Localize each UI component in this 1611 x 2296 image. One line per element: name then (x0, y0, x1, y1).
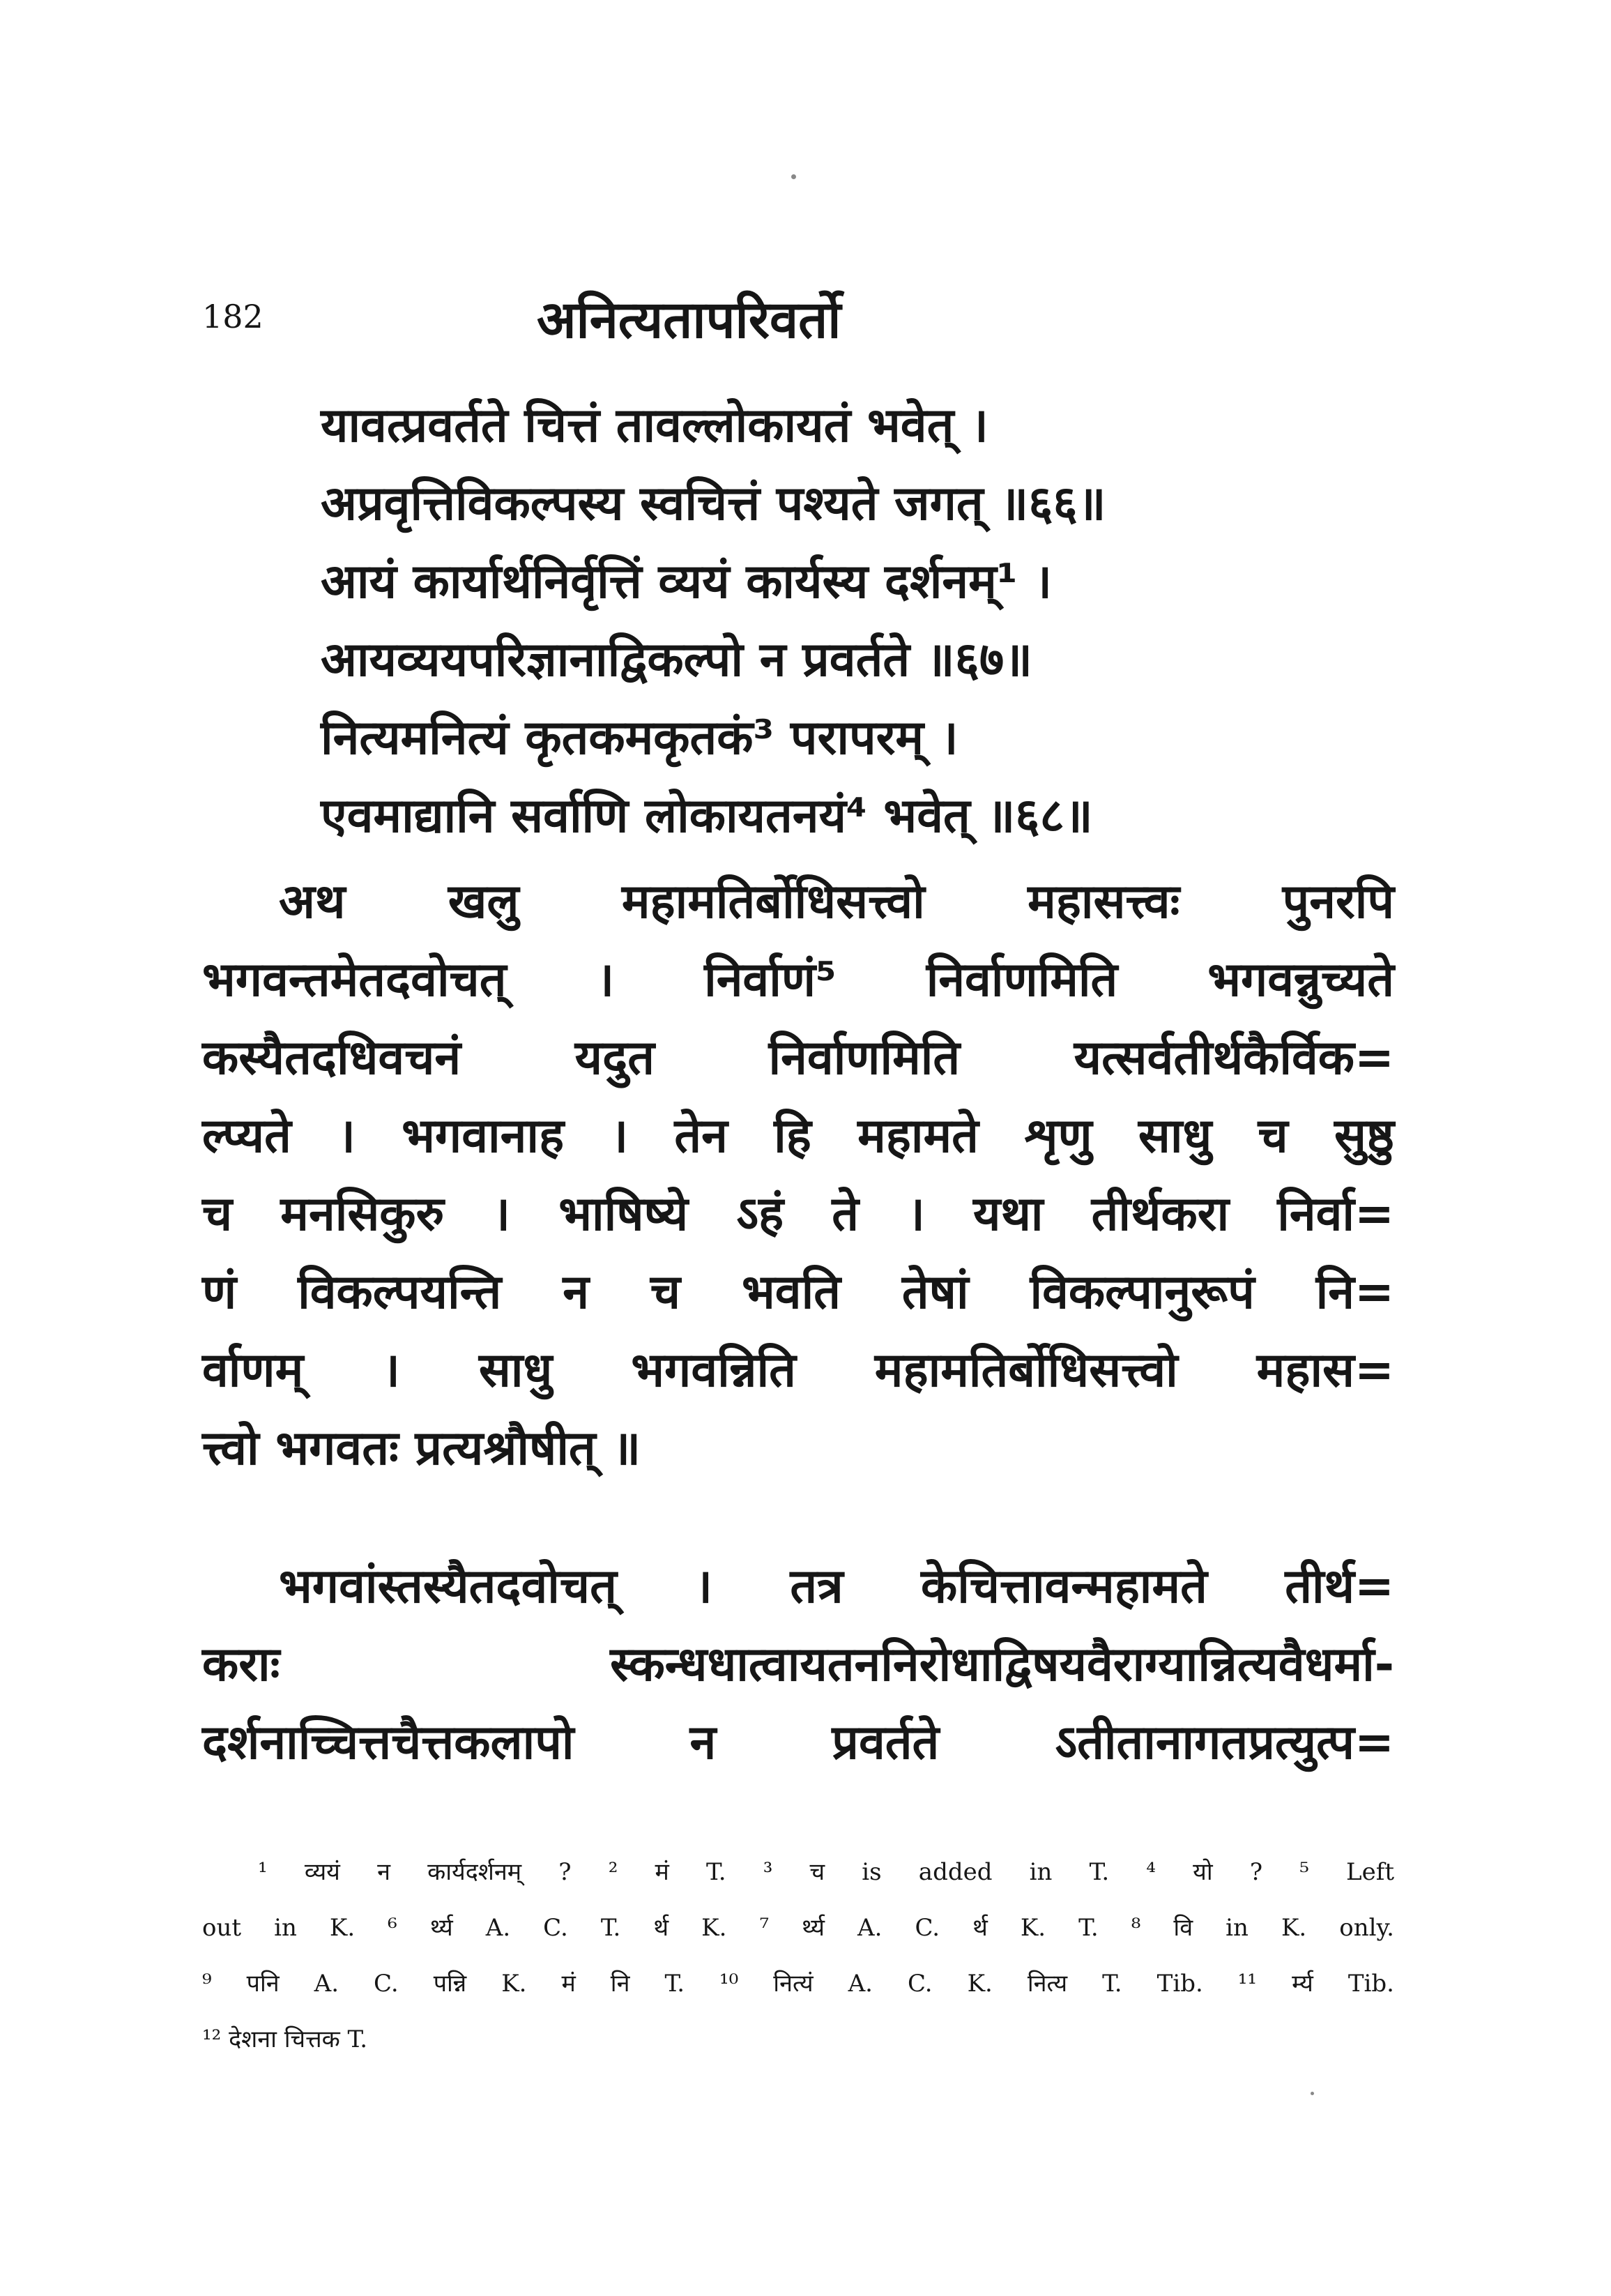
prose-line: च मनसिकुरु । भाषिष्ये ऽहं ते । यथा तीर्थकरा निर्वा= (202, 1187, 1394, 1242)
prose-line: कस्यैतदधिवचनं यदुत निर्वाणमिति यत्सर्वतीर्थकैर्विक= (202, 1031, 1394, 1086)
ink-speck (791, 174, 796, 179)
prose-line: भगवांस्तस्यैतदवोचत् । तत्र केचित्तावन्महामते तीर्थ= (279, 1559, 1394, 1614)
page-number: 182 (202, 298, 264, 335)
ink-speck (1311, 2092, 1314, 2095)
prose-line: ल्प्यते । भगवानाह । तेन हि महामते शृणु साधु च सुष्ठु (202, 1109, 1394, 1164)
prose-line: भगवन्तमेतदवोचत् । निर्वाणं⁵ निर्वाणमिति भगवन्नुच्यते (202, 952, 1394, 1008)
verse-line: आयव्ययपरिज्ञानाद्विकल्पो न प्रवर्तते ॥६७॥ (321, 632, 1032, 687)
prose-line: त्त्वो भगवतः प्रत्यश्रौषीत् ॥ (202, 1421, 641, 1476)
footnotes (202, 1844, 1394, 2067)
prose-line: र्वाणम् । साधु भगवन्निति महामतिर्बोधिसत्त्वो महास= (202, 1343, 1394, 1398)
running-title: अनित्यतापरिवर्तो (537, 290, 841, 350)
verse-line: अप्रवृत्तिविकल्पस्य स्वचित्तं पश्यते जगत् ॥६६॥ (321, 476, 1106, 531)
footnote-line: ⁹ पनि A. C. पन्नि K. मं नि T. ¹⁰ नित्यं A. C. K. नित्य T. Tib. ¹¹ र्म्य Tib. (202, 1970, 1394, 1998)
prose-line: दर्शनाच्चित्तचैत्तकलापो न प्रवर्तते ऽतीतानागतप्रत्युत्प= (202, 1715, 1394, 1770)
page-header (202, 282, 1387, 352)
prose-line: णं विकल्पयन्ति न च भवति तेषां विकल्पानुरूपं नि= (202, 1265, 1394, 1320)
verse-line: यावत्प्रवर्तते चित्तं तावल्लोकायतं भवेत् । (321, 398, 988, 453)
prose-paragraph-2 (202, 1548, 1394, 1782)
prose-line: कराः स्कन्धधात्वायतननिरोधाद्विषयवैराग्यान्नित्यवैधर्मा- (202, 1637, 1394, 1692)
verse-line: नित्यमनित्यं कृतकमकृतकं³ परापरम् । (321, 710, 959, 766)
footnote-line: ¹² देशना चित्तक T. (202, 2025, 368, 2053)
footnote-line: ¹ व्ययं न कार्यदर्शनम् ? ² मं T. ³ च is added in T. ⁴ यो ? ⁵ Left (258, 1858, 1394, 1886)
prose-paragraph-1 (202, 863, 1394, 1488)
verse-line: एवमाद्यानि सर्वाणि लोकायतनयं⁴ भवेत् ॥६८॥ (321, 789, 1093, 844)
footnote-line: out in K. ⁶ र्थ्य A. C. T. र्थ K. ⁷ र्थ्य A. C. र्थ K. T. ⁸ वि in K. only. (202, 1914, 1394, 1942)
verse-line: आयं कार्यार्थनिर्वृत्तिं व्ययं कार्यस्य दर्शनम्¹ । (321, 554, 1053, 609)
prose-line: अथ खलु महामतिर्बोधिसत्त्वो महासत्त्वः पुनरपि (279, 874, 1394, 929)
verse-block (321, 387, 1436, 856)
